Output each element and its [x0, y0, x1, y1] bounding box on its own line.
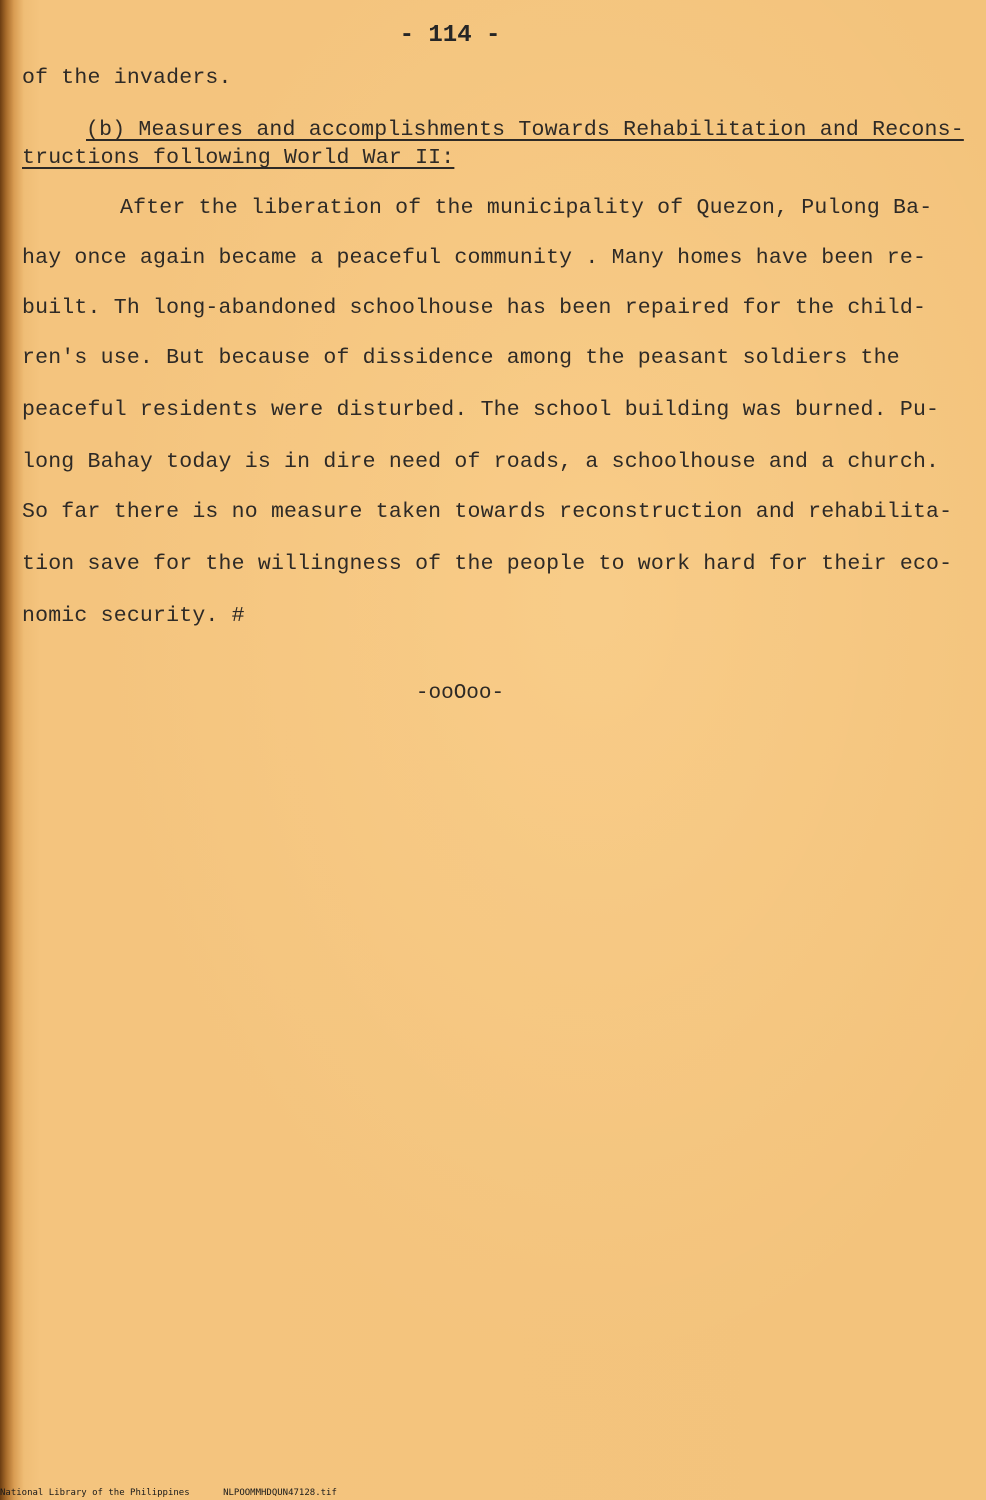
text-line: of the invaders. — [22, 66, 232, 90]
paragraph-line: So far there is no measure taken towards reconstruction and rehabilita- — [22, 500, 953, 524]
footer-file: NLPOOMMHDQUN47128.tif — [223, 1488, 337, 1498]
section-heading — [86, 118, 964, 142]
scan-footer — [0, 1488, 365, 1498]
paragraph-line: built. Th long-abandoned schoolhouse has been repaired for the child- — [22, 296, 927, 320]
page-number: - 114 - — [399, 22, 501, 49]
paragraph-line: ren's use. But because of dissidence among the peasant soldiers the — [22, 346, 900, 370]
paragraph-line: After the liberation of the municipality of Quezon, Pulong Ba- — [120, 196, 933, 220]
paragraph-line: hay once again became a peaceful community . Many homes have been re- — [22, 246, 927, 270]
footer-source: National Library of the Philippines — [0, 1488, 190, 1498]
paragraph-line: long Bahay today is in dire need of roads, a schoolhouse and a church. — [22, 450, 940, 474]
paragraph-line: tion save for the willingness of the people to work hard for their eco- — [22, 552, 953, 576]
section-heading-line-1: (b) Measures and accomplishments Towards Rehabilitation and Recons- — [86, 118, 964, 142]
section-heading-line-2: tructions following World War II: — [22, 146, 455, 170]
paragraph-line: nomic security. # — [22, 604, 245, 628]
paragraph-line: peaceful residents were disturbed. The school building was burned. Pu- — [22, 398, 940, 422]
section-end-mark: -ooOoo- — [415, 682, 505, 705]
